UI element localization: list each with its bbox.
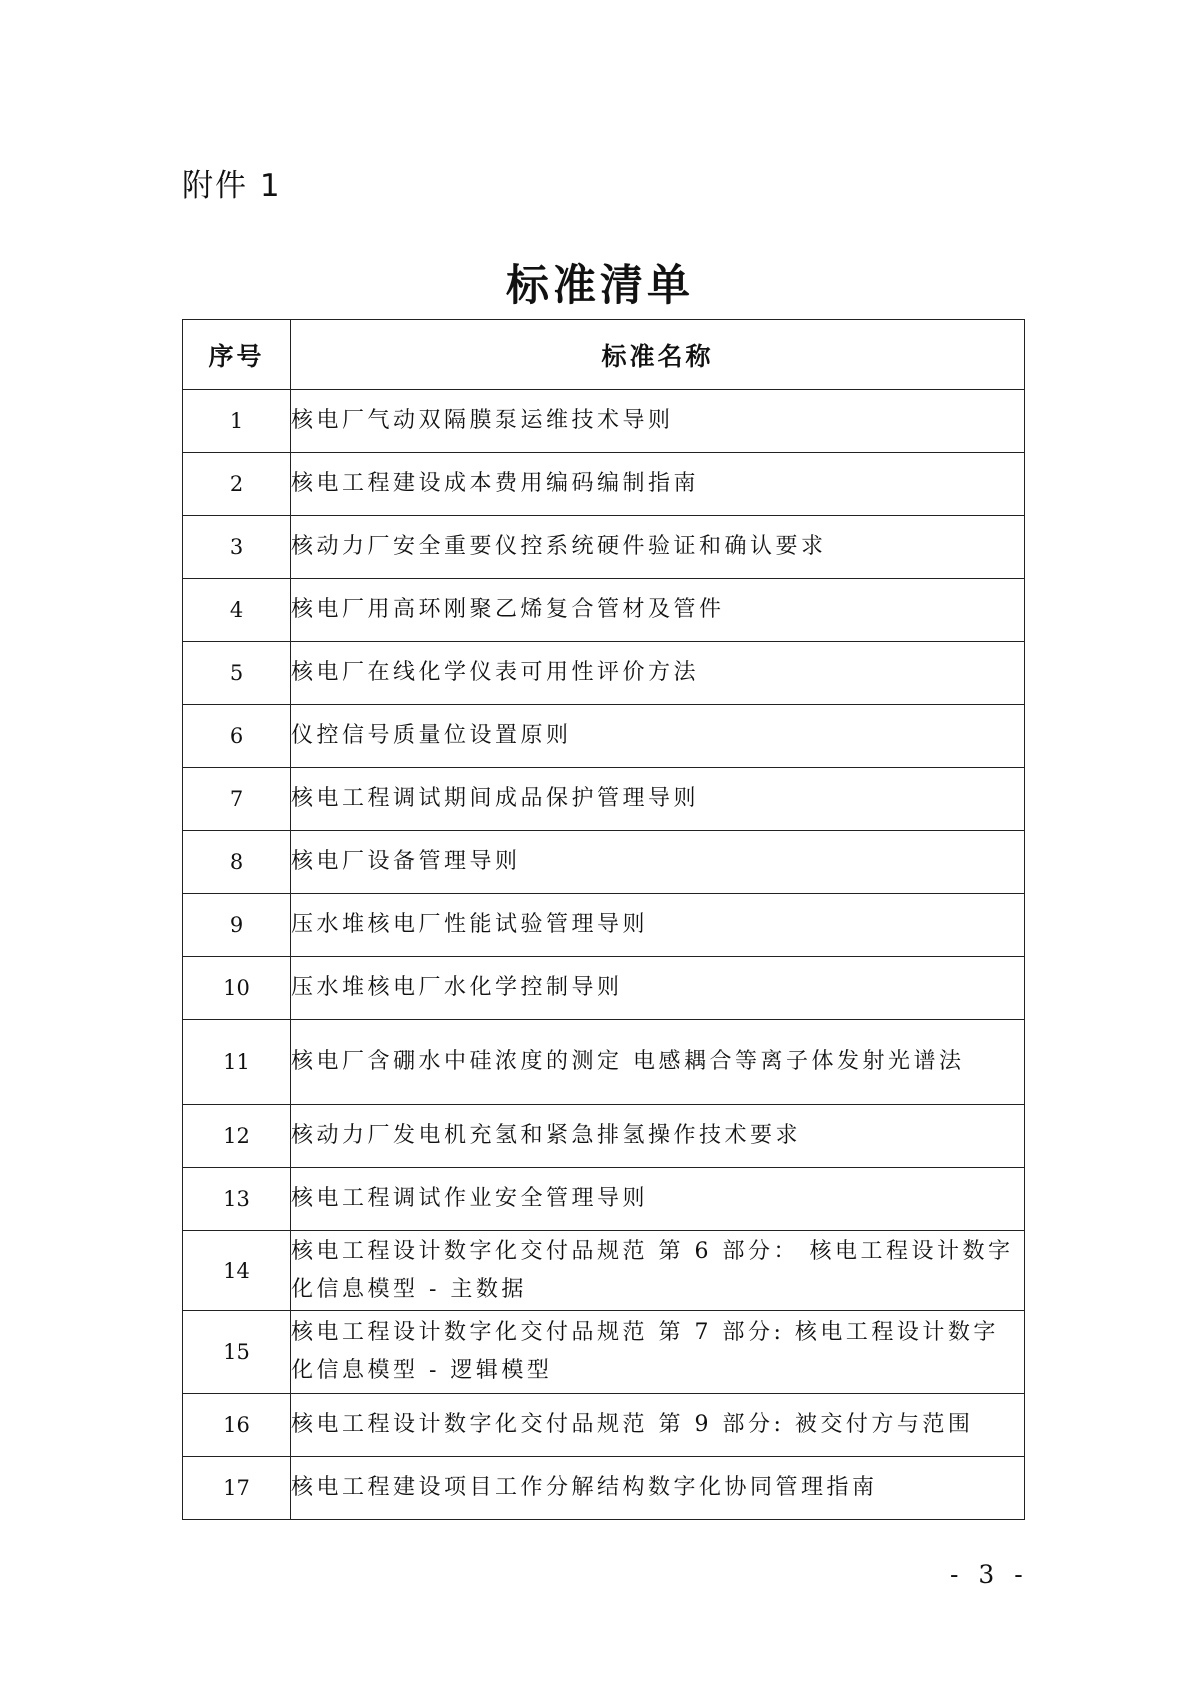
header-standard-name: 标准名称 — [291, 320, 1025, 390]
row-number: 11 — [183, 1020, 291, 1105]
standard-name: 核电厂在线化学仪表可用性评价方法 — [291, 642, 1025, 705]
table-row — [183, 768, 1025, 831]
row-number: 6 — [183, 705, 291, 768]
header-serial-number: 序号 — [183, 320, 291, 390]
table-header-row — [183, 320, 1025, 390]
row-number: 17 — [183, 1457, 291, 1520]
standard-name: 核电工程建设项目工作分解结构数字化协同管理指南 — [291, 1457, 1025, 1520]
standard-name: 压水堆核电厂性能试验管理导则 — [291, 894, 1025, 957]
table-row — [183, 1020, 1025, 1105]
attachment-label: 附件 1 — [182, 168, 282, 204]
table-row — [183, 390, 1025, 453]
standard-name: 核电厂用高环刚聚乙烯复合管材及管件 — [291, 579, 1025, 642]
standard-name: 核电工程设计数字化交付品规范 第 6 部分： 核电工程设计数字化信息模型 - 主数据 — [291, 1231, 1025, 1311]
row-number: 13 — [183, 1168, 291, 1231]
table-row — [183, 579, 1025, 642]
standard-name: 仪控信号质量位设置原则 — [291, 705, 1025, 768]
table-row — [183, 1311, 1025, 1394]
row-number: 8 — [183, 831, 291, 894]
standard-name: 核电工程调试期间成品保护管理导则 — [291, 768, 1025, 831]
table-row — [183, 705, 1025, 768]
standards-table — [182, 319, 1025, 1520]
row-number: 4 — [183, 579, 291, 642]
row-number: 10 — [183, 957, 291, 1020]
table-row — [183, 831, 1025, 894]
row-number: 16 — [183, 1394, 291, 1457]
standard-name: 核动力厂安全重要仪控系统硬件验证和确认要求 — [291, 516, 1025, 579]
standard-name: 压水堆核电厂水化学控制导则 — [291, 957, 1025, 1020]
standard-name: 核电厂设备管理导则 — [291, 831, 1025, 894]
table-row — [183, 894, 1025, 957]
page-number: - 3 - — [950, 1560, 1029, 1589]
table-row — [183, 1105, 1025, 1168]
standard-name: 核电工程设计数字化交付品规范 第 9 部分: 被交付方与范围 — [291, 1394, 1025, 1457]
table-row — [183, 642, 1025, 705]
row-number: 3 — [183, 516, 291, 579]
row-number: 9 — [183, 894, 291, 957]
table-row — [183, 453, 1025, 516]
table-row — [183, 1168, 1025, 1231]
row-number: 14 — [183, 1231, 291, 1311]
table-row — [183, 1231, 1025, 1311]
standard-name: 核电厂气动双隔膜泵运维技术导则 — [291, 390, 1025, 453]
standard-name: 核动力厂发电机充氢和紧急排氢操作技术要求 — [291, 1105, 1025, 1168]
row-number: 15 — [183, 1311, 291, 1394]
row-number: 2 — [183, 453, 291, 516]
row-number: 7 — [183, 768, 291, 831]
row-number: 12 — [183, 1105, 291, 1168]
standard-name: 核电厂含硼水中硅浓度的测定 电感耦合等离子体发射光谱法 — [291, 1020, 1025, 1105]
standard-name: 核电工程调试作业安全管理导则 — [291, 1168, 1025, 1231]
row-number: 5 — [183, 642, 291, 705]
table-row — [183, 1457, 1025, 1520]
table-row — [183, 516, 1025, 579]
row-number: 1 — [183, 390, 291, 453]
table-row — [183, 1394, 1025, 1457]
table-row — [183, 957, 1025, 1020]
standard-name: 核电工程建设成本费用编码编制指南 — [291, 453, 1025, 516]
document-title: 标准清单 — [506, 261, 694, 311]
standard-name: 核电工程设计数字化交付品规范 第 7 部分: 核电工程设计数字化信息模型 - 逻辑模型 — [291, 1311, 1025, 1394]
